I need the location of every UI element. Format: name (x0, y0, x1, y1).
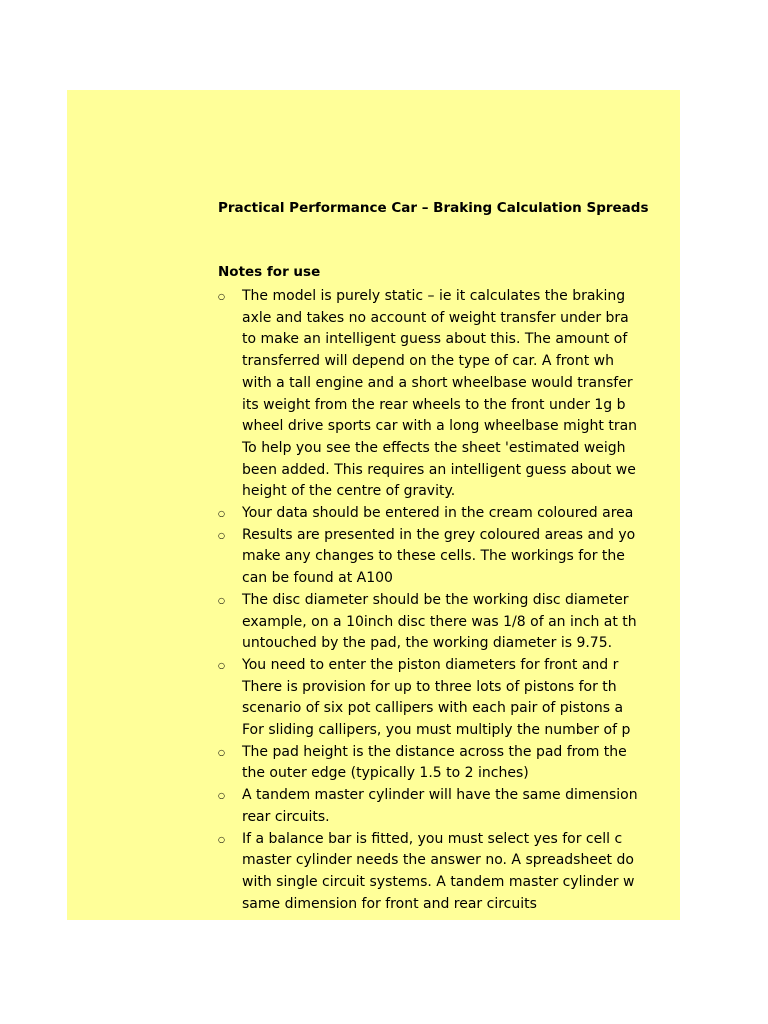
spreadsheet-page (67, 90, 680, 920)
bullet-text-line: For sliding callipers, you must multiply the number of p (242, 722, 631, 739)
bullet-marker-icon: ○ (218, 791, 225, 801)
bullet-text-line: master cylinder needs the answer no. A spreadsheet do (242, 852, 634, 869)
bullet-text-line: axle and takes no account of weight transfer under bra (242, 309, 629, 326)
bullet-text-line: You need to enter the piston diameters for front and r (242, 656, 619, 673)
document-title: Practical Performance Car – Braking Calculation Spreads (218, 200, 649, 216)
bullet-marker-icon: ○ (218, 660, 225, 670)
bullet-marker-icon: ○ (218, 747, 225, 757)
bullet-text-line: A tandem master cylinder will have the same dimension (242, 787, 638, 804)
bullet-text-line: with a tall engine and a short wheelbase would transfer (242, 374, 633, 391)
bullet-text-line: to make an intelligent guess about this. The amount of (242, 331, 628, 348)
bullet-marker-icon: ○ (218, 834, 225, 844)
bullet-text-line: If a balance bar is fitted, you must select yes for cell c (242, 830, 623, 847)
bullet-text-line: its weight from the rear wheels to the front under 1g b (242, 396, 626, 413)
bullet-text-line: same dimension for front and rear circuits (242, 895, 537, 912)
bullet-text-line: To help you see the effects the sheet 'estimated weigh (242, 439, 626, 456)
bullet-text-line: The model is purely static – ie it calculates the braking (242, 288, 626, 304)
bullet-marker-icon: ○ (218, 292, 225, 301)
bullet-text-line: can be found at A100 (242, 570, 393, 587)
notes-heading: Notes for use (218, 264, 321, 280)
bullet-marker-icon: ○ (218, 509, 225, 519)
list-item (218, 286, 648, 503)
bullet-text-line: The disc diameter should be the working disc diameter (242, 591, 629, 608)
bullet-text-line: There is provision for up to three lots of pistons for th (242, 678, 617, 695)
bullet-text-line: scenario of six pot callipers with each pair of pistons a (242, 700, 624, 717)
bullet-text-line: rear circuits. (242, 808, 330, 825)
bullet-marker-icon: ○ (218, 595, 225, 605)
bullet-marker-icon: ○ (218, 530, 225, 540)
bullet-text-line: been added. This requires an intelligent guess about we (242, 461, 636, 478)
bullet-text-line: untouched by the pad, the working diameter is 9.75. (242, 635, 613, 652)
list-item (218, 525, 648, 590)
list-item (218, 503, 648, 525)
bullet-text-line: Results are presented in the grey coloured areas and yo (242, 526, 636, 543)
bullet-text-line: the outer edge (typically 1.5 to 2 inches) (242, 765, 529, 782)
bullet-text-line: example, on a 10inch disc there was 1/8 of an inch at th (242, 613, 637, 630)
bullet-text-line: transferred will depend on the type of car. A front wh (242, 353, 614, 370)
bullet-text-line: The pad height is the distance across the pad from the (242, 743, 627, 760)
list-item (218, 785, 648, 828)
notes-list (218, 286, 648, 915)
bullet-text-line: Your data should be entered in the cream coloured area (242, 505, 634, 522)
list-item (218, 655, 648, 742)
bullet-text-line: height of the centre of gravity. (242, 483, 456, 500)
list-item (218, 742, 648, 785)
list-item (218, 829, 648, 916)
list-item (218, 590, 648, 655)
bullet-text-line: with single circuit systems. A tandem master cylinder w (242, 873, 635, 890)
bullet-text-line: make any changes to these cells. The workings for the (242, 548, 625, 565)
bullet-text-line: wheel drive sports car with a long wheelbase might tran (242, 418, 638, 435)
